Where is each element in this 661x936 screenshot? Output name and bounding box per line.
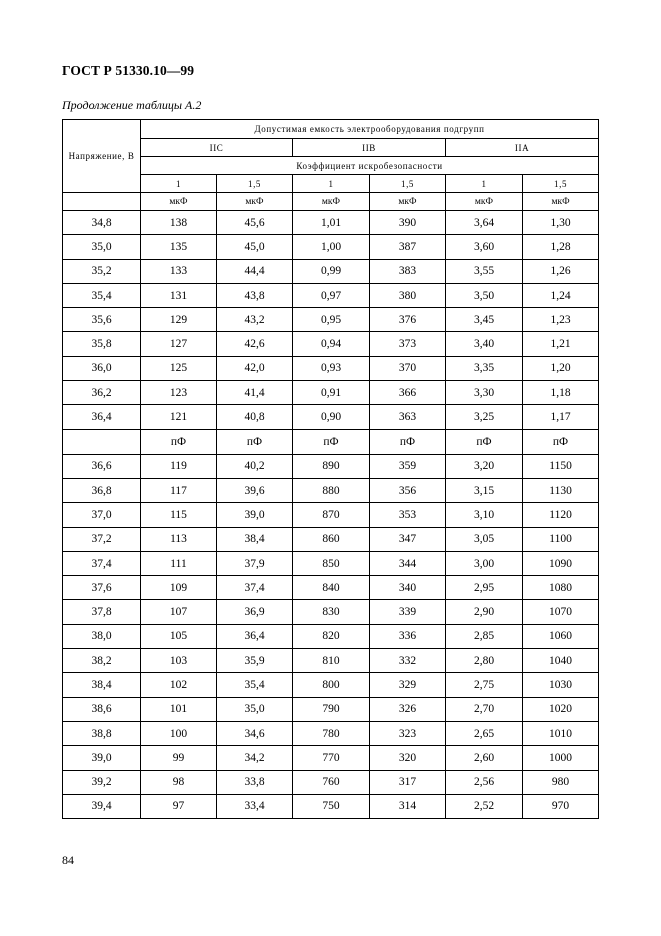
value-cell: 363 [370, 405, 446, 429]
document-title: ГОСТ Р 51330.10—99 [62, 63, 195, 78]
subgroup-iia-header: IIA [446, 139, 599, 157]
table-row [63, 576, 599, 600]
value-cell: 33,4 [217, 794, 293, 818]
value-cell: 2,52 [446, 794, 523, 818]
value-cell: 1,17 [523, 405, 599, 429]
value-cell: 2,85 [446, 624, 523, 648]
value-cell: 39,0 [217, 503, 293, 527]
value-cell: 111 [141, 551, 217, 575]
table-row [63, 478, 599, 502]
value-cell: 890 [293, 454, 370, 478]
table-row [63, 308, 599, 332]
value-cell: 2,95 [446, 576, 523, 600]
voltage-cell: 37,2 [63, 527, 141, 551]
value-cell: 880 [293, 478, 370, 502]
value-cell: 376 [370, 308, 446, 332]
voltage-cell: 36,6 [63, 454, 141, 478]
table-row [63, 527, 599, 551]
value-cell: 850 [293, 551, 370, 575]
value-cell: 129 [141, 308, 217, 332]
value-cell: 780 [293, 721, 370, 745]
voltage-cell [63, 429, 141, 454]
value-cell: 1,21 [523, 332, 599, 356]
value-cell: 366 [370, 381, 446, 405]
value-cell: 387 [370, 235, 446, 259]
coefficient-cell: 1,5 [217, 175, 293, 193]
value-cell: 103 [141, 649, 217, 673]
value-cell: 39,6 [217, 478, 293, 502]
value-cell: 45,6 [217, 211, 293, 235]
coefficient-cell: 1,5 [370, 175, 446, 193]
value-cell: 1070 [523, 600, 599, 624]
value-cell: 790 [293, 697, 370, 721]
value-cell: 2,65 [446, 721, 523, 745]
voltage-cell: 36,8 [63, 478, 141, 502]
value-cell: 870 [293, 503, 370, 527]
subgroup-iib-header: IIB [293, 139, 446, 157]
value-cell: 117 [141, 478, 217, 502]
value-cell: 380 [370, 283, 446, 307]
voltage-cell: 39,2 [63, 770, 141, 794]
subgroup-iic-header: IIC [141, 139, 293, 157]
value-cell: 1,01 [293, 211, 370, 235]
value-cell: 339 [370, 600, 446, 624]
value-cell: 1130 [523, 478, 599, 502]
value-cell: 1100 [523, 527, 599, 551]
value-cell: 1120 [523, 503, 599, 527]
value-cell: 2,60 [446, 746, 523, 770]
unit-cell: мкФ [217, 193, 293, 211]
table-caption: Продолжение таблицы А.2 [62, 98, 202, 112]
voltage-cell: 36,0 [63, 356, 141, 380]
value-cell: 42,0 [217, 356, 293, 380]
value-cell: пФ [217, 429, 293, 454]
value-cell: 119 [141, 454, 217, 478]
value-cell: 323 [370, 721, 446, 745]
value-cell: 105 [141, 624, 217, 648]
value-cell: 373 [370, 332, 446, 356]
coefficient-header: Коэффициент искробезопасности [141, 157, 599, 175]
value-cell: 34,2 [217, 746, 293, 770]
table-row [63, 649, 599, 673]
value-cell: 135 [141, 235, 217, 259]
table-row [63, 259, 599, 283]
value-cell: 329 [370, 673, 446, 697]
value-cell: 980 [523, 770, 599, 794]
value-cell: 820 [293, 624, 370, 648]
value-cell: пФ [293, 429, 370, 454]
value-cell: 113 [141, 527, 217, 551]
value-cell: 1,20 [523, 356, 599, 380]
value-cell: 36,4 [217, 624, 293, 648]
value-cell: 127 [141, 332, 217, 356]
value-cell: 1090 [523, 551, 599, 575]
table-row [63, 454, 599, 478]
value-cell: 3,45 [446, 308, 523, 332]
table-row [63, 770, 599, 794]
value-cell: 1,26 [523, 259, 599, 283]
value-cell: 336 [370, 624, 446, 648]
table-row [63, 235, 599, 259]
value-cell: 317 [370, 770, 446, 794]
table-row [63, 721, 599, 745]
voltage-cell: 35,2 [63, 259, 141, 283]
value-cell: 2,80 [446, 649, 523, 673]
unit-cell: мкФ [141, 193, 217, 211]
value-cell: 1040 [523, 649, 599, 673]
table-row [63, 673, 599, 697]
value-cell: 1000 [523, 746, 599, 770]
value-cell: 121 [141, 405, 217, 429]
units-empty-cell [63, 193, 141, 211]
table-row [63, 794, 599, 818]
value-cell: пФ [446, 429, 523, 454]
value-cell: 332 [370, 649, 446, 673]
value-cell: 36,9 [217, 600, 293, 624]
value-cell: 760 [293, 770, 370, 794]
value-cell: 344 [370, 551, 446, 575]
value-cell: 3,55 [446, 259, 523, 283]
voltage-cell: 35,6 [63, 308, 141, 332]
table-row [63, 503, 599, 527]
value-cell: 109 [141, 576, 217, 600]
value-cell: 40,8 [217, 405, 293, 429]
unit-cell: мкФ [370, 193, 446, 211]
unit-cell: мкФ [446, 193, 523, 211]
value-cell: 45,0 [217, 235, 293, 259]
value-cell: 0,97 [293, 283, 370, 307]
value-cell: 123 [141, 381, 217, 405]
value-cell: 830 [293, 600, 370, 624]
table-row [63, 211, 599, 235]
table-row [63, 697, 599, 721]
value-cell: 37,9 [217, 551, 293, 575]
table-row [63, 356, 599, 380]
value-cell: 125 [141, 356, 217, 380]
value-cell: 3,00 [446, 551, 523, 575]
voltage-cell: 37,4 [63, 551, 141, 575]
value-cell: 970 [523, 794, 599, 818]
voltage-cell: 38,8 [63, 721, 141, 745]
value-cell: 37,4 [217, 576, 293, 600]
value-cell: 102 [141, 673, 217, 697]
table-row [63, 381, 599, 405]
value-cell: 353 [370, 503, 446, 527]
value-cell: 3,15 [446, 478, 523, 502]
value-cell: 0,99 [293, 259, 370, 283]
value-cell: 1030 [523, 673, 599, 697]
value-cell: 3,20 [446, 454, 523, 478]
voltage-cell: 38,0 [63, 624, 141, 648]
voltage-cell: 39,0 [63, 746, 141, 770]
value-cell: 810 [293, 649, 370, 673]
table-row [63, 600, 599, 624]
voltage-cell: 35,4 [63, 283, 141, 307]
value-cell: 1,23 [523, 308, 599, 332]
value-cell: пФ [370, 429, 446, 454]
value-cell: 3,30 [446, 381, 523, 405]
voltage-cell: 38,4 [63, 673, 141, 697]
value-cell: пФ [523, 429, 599, 454]
value-cell: 3,25 [446, 405, 523, 429]
value-cell: 1,18 [523, 381, 599, 405]
value-cell: 0,91 [293, 381, 370, 405]
value-cell: 138 [141, 211, 217, 235]
unit-cell: мкФ [523, 193, 599, 211]
voltage-cell: 36,4 [63, 405, 141, 429]
value-cell: 0,90 [293, 405, 370, 429]
value-cell: 98 [141, 770, 217, 794]
value-cell: 115 [141, 503, 217, 527]
value-cell: 44,4 [217, 259, 293, 283]
value-cell: 359 [370, 454, 446, 478]
value-cell: 1,30 [523, 211, 599, 235]
value-cell: 770 [293, 746, 370, 770]
voltage-cell: 37,8 [63, 600, 141, 624]
value-cell: 2,56 [446, 770, 523, 794]
value-cell: 35,4 [217, 673, 293, 697]
value-cell: пФ [141, 429, 217, 454]
voltage-cell: 34,8 [63, 211, 141, 235]
value-cell: 1,24 [523, 283, 599, 307]
units-row [63, 429, 599, 454]
value-cell: 3,40 [446, 332, 523, 356]
value-cell: 347 [370, 527, 446, 551]
value-cell: 38,4 [217, 527, 293, 551]
voltage-cell: 37,0 [63, 503, 141, 527]
value-cell: 326 [370, 697, 446, 721]
value-cell: 34,6 [217, 721, 293, 745]
voltage-cell: 35,8 [63, 332, 141, 356]
value-cell: 3,05 [446, 527, 523, 551]
value-cell: 1150 [523, 454, 599, 478]
value-cell: 101 [141, 697, 217, 721]
value-cell: 320 [370, 746, 446, 770]
value-cell: 314 [370, 794, 446, 818]
voltage-cell: 37,6 [63, 576, 141, 600]
table-row [63, 405, 599, 429]
value-cell: 133 [141, 259, 217, 283]
value-cell: 356 [370, 478, 446, 502]
value-cell: 3,60 [446, 235, 523, 259]
value-cell: 750 [293, 794, 370, 818]
value-cell: 0,93 [293, 356, 370, 380]
value-cell: 100 [141, 721, 217, 745]
value-cell: 43,2 [217, 308, 293, 332]
capacity-table [62, 119, 599, 819]
value-cell: 0,94 [293, 332, 370, 356]
coefficient-cell: 1,5 [523, 175, 599, 193]
value-cell: 3,35 [446, 356, 523, 380]
unit-cell: мкФ [293, 193, 370, 211]
value-cell: 1060 [523, 624, 599, 648]
table-row [63, 332, 599, 356]
table-row [63, 551, 599, 575]
value-cell: 35,0 [217, 697, 293, 721]
value-cell: 840 [293, 576, 370, 600]
value-cell: 42,6 [217, 332, 293, 356]
value-cell: 2,70 [446, 697, 523, 721]
value-cell: 2,90 [446, 600, 523, 624]
value-cell: 1020 [523, 697, 599, 721]
voltage-cell: 39,4 [63, 794, 141, 818]
table-row [63, 746, 599, 770]
page-number: 84 [62, 853, 74, 867]
value-cell: 131 [141, 283, 217, 307]
value-cell: 3,64 [446, 211, 523, 235]
capacity-header: Допустимая емкость электрооборудования подгрупп [141, 120, 599, 139]
voltage-cell: 36,2 [63, 381, 141, 405]
voltage-cell: 35,0 [63, 235, 141, 259]
coefficient-cell: 1 [293, 175, 370, 193]
value-cell: 1010 [523, 721, 599, 745]
value-cell: 35,9 [217, 649, 293, 673]
value-cell: 41,4 [217, 381, 293, 405]
value-cell: 2,75 [446, 673, 523, 697]
value-cell: 1080 [523, 576, 599, 600]
table-row [63, 283, 599, 307]
voltage-header: Напряжение, В [63, 120, 141, 193]
value-cell: 3,50 [446, 283, 523, 307]
voltage-cell: 38,6 [63, 697, 141, 721]
value-cell: 390 [370, 211, 446, 235]
value-cell: 40,2 [217, 454, 293, 478]
value-cell: 0,95 [293, 308, 370, 332]
coefficient-cell: 1 [446, 175, 523, 193]
value-cell: 860 [293, 527, 370, 551]
value-cell: 1,00 [293, 235, 370, 259]
value-cell: 107 [141, 600, 217, 624]
value-cell: 99 [141, 746, 217, 770]
coefficient-cell: 1 [141, 175, 217, 193]
value-cell: 97 [141, 794, 217, 818]
table-row [63, 624, 599, 648]
value-cell: 800 [293, 673, 370, 697]
value-cell: 383 [370, 259, 446, 283]
value-cell: 33,8 [217, 770, 293, 794]
value-cell: 43,8 [217, 283, 293, 307]
value-cell: 340 [370, 576, 446, 600]
value-cell: 1,28 [523, 235, 599, 259]
value-cell: 3,10 [446, 503, 523, 527]
voltage-cell: 38,2 [63, 649, 141, 673]
value-cell: 370 [370, 356, 446, 380]
